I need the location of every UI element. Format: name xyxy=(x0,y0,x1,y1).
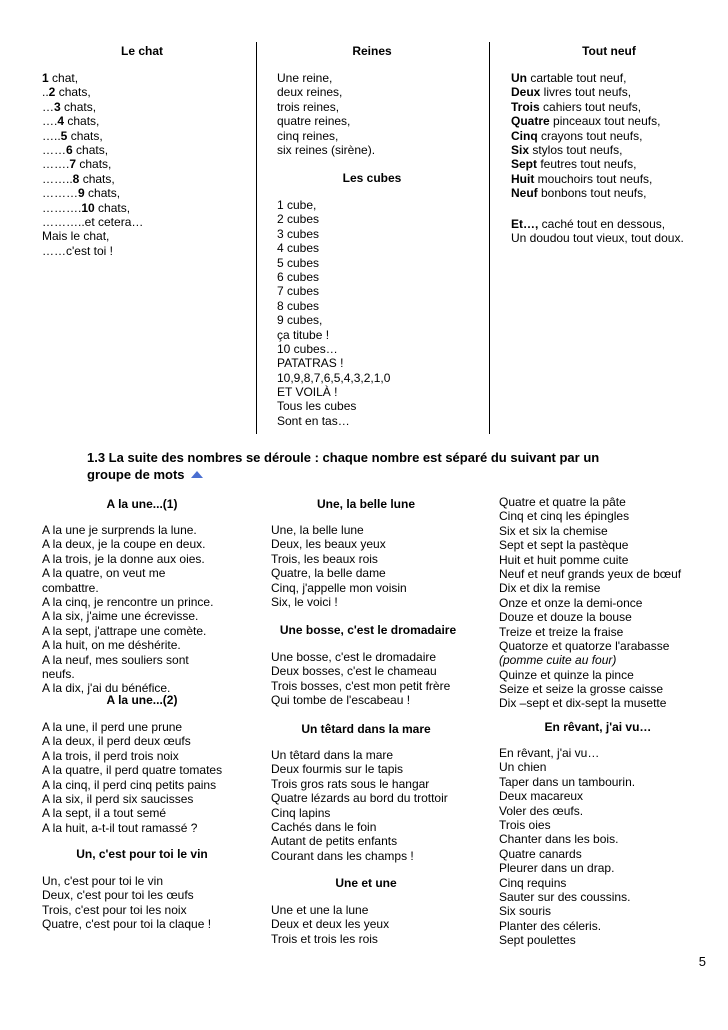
text-line: Quinze et quinze la pince xyxy=(499,667,634,682)
text-part: ………..et cetera… xyxy=(42,214,144,229)
text-line: Trois gros rats sous le hangar xyxy=(271,776,430,791)
text-part: ….. xyxy=(42,128,61,143)
text-line xyxy=(42,157,143,171)
text-line: Autant de petits enfants xyxy=(271,834,398,849)
text-part: mouchoirs tout neufs, xyxy=(534,171,653,186)
text-line: Six et six la chemise xyxy=(499,523,608,538)
text-line: combattre. xyxy=(42,580,99,595)
text-line: Deux bosses, c'est le chameau xyxy=(271,664,437,679)
text-line: Un chien xyxy=(499,760,547,775)
text-line: A la huit, a-t-il tout ramassé ? xyxy=(42,820,198,835)
text-line xyxy=(511,100,660,114)
text-line: Chanter dans les bois. xyxy=(499,832,619,847)
text-line: trois reines, xyxy=(277,99,340,114)
text-line xyxy=(42,143,143,157)
text-line: A la neuf, mes souliers sont xyxy=(42,652,189,667)
bold-number: 6 xyxy=(66,142,73,157)
text-line: Quatre lézards au bord du trottoir xyxy=(271,791,448,806)
text-part: …….. xyxy=(42,171,73,186)
text-part: cartable tout neuf, xyxy=(527,71,627,85)
text-part: chats, xyxy=(67,128,103,143)
text-part: chat, xyxy=(48,71,79,85)
poem-title-un-tetard: Un têtard dans la mare xyxy=(301,722,431,736)
poem-title-reines: Reines xyxy=(352,44,392,58)
text-line: Tous les cubes xyxy=(277,399,357,414)
text-line: 3 cubes xyxy=(277,226,320,241)
text-line xyxy=(42,129,143,143)
poem-title-les-cubes: Les cubes xyxy=(342,171,402,185)
text-line: Taper dans un tambourin. xyxy=(499,774,636,789)
text-line: 2 cubes xyxy=(277,212,320,227)
text-line: A la cinq, je rencontre un prince. xyxy=(42,594,214,609)
text-line: Quatorze et quatorze l'arabasse xyxy=(499,638,670,653)
bold-number: Et…, xyxy=(511,217,539,231)
text-line: Cinq, j'appelle mon voisin xyxy=(271,580,407,595)
text-part: cahiers tout neufs, xyxy=(539,99,642,114)
text-line: A la six, j'aime une écrevisse. xyxy=(42,609,199,624)
text-part: ………. xyxy=(42,200,82,215)
poem-title-tout-neuf: Tout neuf xyxy=(582,44,636,58)
text-line xyxy=(511,71,660,85)
section-heading-line2: groupe de mots xyxy=(87,467,185,482)
text-line: 5 cubes xyxy=(277,255,320,270)
text-line: A la quatre, on veut me xyxy=(42,566,166,581)
text-line: Une et une la lune xyxy=(271,903,369,917)
text-line: A la trois, il perd trois noix xyxy=(42,748,179,763)
bold-number: 4 xyxy=(57,114,65,129)
text-line: quatre reines, xyxy=(277,114,351,129)
text-part: caché tout en dessous, xyxy=(538,217,666,231)
text-line xyxy=(511,85,660,99)
text-line: 4 cubes xyxy=(277,241,320,256)
text-part: chats, xyxy=(79,171,115,186)
text-line xyxy=(42,71,143,85)
text-line: Une reine, xyxy=(277,71,333,85)
text-part: chats, xyxy=(84,186,121,201)
text-part: bonbons tout neufs, xyxy=(537,186,647,201)
text-part: pinceaux tout neufs, xyxy=(549,114,661,129)
poem-title-a-la-une-1: A la une...(1) xyxy=(106,497,178,511)
text-line: Trois bosses, c'est mon petit frère xyxy=(271,678,451,693)
text-line-italic: (pomme cuite au four) xyxy=(499,653,617,668)
text-line: A la une, il perd une prune xyxy=(42,720,183,734)
text-line: A la sept, il a tout semé xyxy=(42,806,167,821)
poem-reines xyxy=(277,71,375,157)
text-line: A la huit, on me déshérite. xyxy=(42,638,181,653)
bold-number: Deux xyxy=(511,85,541,100)
text-line xyxy=(42,114,143,128)
bold-number: Six xyxy=(511,142,530,157)
text-line: A la deux, il perd deux œufs xyxy=(42,734,191,749)
text-line: Deux, c'est pour toi les œufs xyxy=(42,888,194,903)
text-line xyxy=(511,217,684,231)
text-part: chats, xyxy=(76,157,112,172)
bold-number: 2 xyxy=(48,85,56,100)
text-line: deux reines, xyxy=(277,85,343,100)
poem-un-cest-pour-toi xyxy=(42,874,211,932)
text-part: stylos tout neufs, xyxy=(529,142,623,157)
text-line xyxy=(511,129,660,143)
text-line: 9 cubes, xyxy=(277,313,323,328)
text-line: A la quatre, il perd quatre tomates xyxy=(42,763,223,778)
text-part: Un doudou tout vieux, tout doux. xyxy=(511,231,684,246)
text-line: Quatre canards xyxy=(499,846,582,861)
text-line: Cinq et cinq les épingles xyxy=(499,509,630,524)
text-line: Dix –sept et dix-sept la musette xyxy=(499,696,667,711)
text-part: …… xyxy=(42,142,66,157)
text-line: A la trois, je la donne aux oies. xyxy=(42,551,205,566)
text-part: chats, xyxy=(55,85,91,100)
text-line: A la cinq, il perd cinq petits pains xyxy=(42,777,217,792)
bold-number: 9 xyxy=(78,186,85,201)
poem-a-la-une-2 xyxy=(42,720,222,835)
bold-number: Sept xyxy=(511,157,538,172)
poem-title-en-revant: En rêvant, j'ai vu… xyxy=(544,720,652,734)
poem-title-a-la-une-2: A la une...(2) xyxy=(106,693,178,707)
text-line: Sept et sept la pastèque xyxy=(499,538,629,553)
text-line: Planter des céleris. xyxy=(499,918,602,933)
text-line: A la dix, j'ai du bénéfice. xyxy=(42,681,171,696)
text-line: A la deux, je la coupe en deux. xyxy=(42,537,206,552)
text-line: 8 cubes xyxy=(277,298,320,313)
poem-le-chat xyxy=(42,71,143,258)
text-line: Cachés dans le foin xyxy=(271,819,377,834)
text-part: chats, xyxy=(60,99,97,114)
poem-une-et-une xyxy=(271,903,389,946)
bold-number: 3 xyxy=(54,99,61,114)
text-part: ……c'est toi ! xyxy=(42,243,113,258)
text-line: cinq reines, xyxy=(277,128,339,143)
bold-number: 5 xyxy=(60,128,68,143)
text-line: En rêvant, j'ai vu… xyxy=(499,746,600,760)
text-line: 6 cubes xyxy=(277,269,320,284)
poem-title-une-et-une: Une et une xyxy=(335,876,397,890)
poem-quatre-et-quatre xyxy=(499,495,681,711)
text-line: Treize et treize la fraise xyxy=(499,624,624,639)
text-part: .. xyxy=(42,85,49,100)
text-line xyxy=(42,244,143,258)
text-line: Cinq lapins xyxy=(271,805,331,820)
text-part: ……. xyxy=(42,157,70,172)
poem-en-revant xyxy=(499,746,635,947)
text-line: Deux macareux xyxy=(499,789,584,804)
text-line: Quatre et quatre la pâte xyxy=(499,495,626,509)
text-line xyxy=(42,215,143,229)
bold-number: 1 xyxy=(42,71,49,85)
bold-number: Un xyxy=(511,71,527,85)
text-part: feutres tout neufs, xyxy=(537,157,637,172)
poem-tout-neuf xyxy=(511,71,660,201)
poem-title-une-bosse: Une bosse, c'est le dromadaire xyxy=(279,623,457,637)
text-line: six reines (sirène). xyxy=(277,142,376,157)
text-part: chats, xyxy=(94,200,131,215)
text-line: Six souris xyxy=(499,904,552,919)
text-line: Quatre, c'est pour toi la claque ! xyxy=(42,917,212,932)
text-line: Six, le voici ! xyxy=(271,594,338,609)
text-line: PATATRAS ! xyxy=(277,356,344,371)
text-part: crayons tout neufs, xyxy=(537,128,643,143)
bold-number: Cinq xyxy=(511,128,538,143)
text-line xyxy=(42,85,143,99)
text-line xyxy=(511,172,660,186)
text-line: Sont en tas… xyxy=(277,413,350,428)
text-line: Une bosse, c'est le dromadaire xyxy=(271,650,437,664)
text-line: Qui tombe de l'escabeau ! xyxy=(271,693,411,708)
text-line xyxy=(511,114,660,128)
section-heading xyxy=(87,449,687,483)
text-line: A la sept, j'attrape une comète. xyxy=(42,623,207,638)
text-line: Quatre, la belle dame xyxy=(271,566,386,581)
text-line: Trois et trois les rois xyxy=(271,931,378,946)
bold-number: 8 xyxy=(72,171,80,186)
poem-title-un-cest-pour-toi: Un, c'est pour toi le vin xyxy=(76,847,208,861)
text-line xyxy=(42,100,143,114)
text-line: Un têtard dans la mare xyxy=(271,748,394,762)
text-line: Seize et seize la grosse caisse xyxy=(499,682,664,697)
poem-a-la-une-1 xyxy=(42,523,213,696)
text-line xyxy=(511,186,660,200)
text-line: 10,9,8,7,6,5,4,3,2,1,0 xyxy=(277,370,391,385)
poem-une-bosse xyxy=(271,650,450,708)
text-line: Douze et douze la bouse xyxy=(499,610,632,625)
text-part: Mais le chat, xyxy=(42,229,110,244)
poem-title-une-la-belle-lune: Une, la belle lune xyxy=(316,497,416,511)
text-line xyxy=(511,157,660,171)
text-part: ……… xyxy=(42,186,78,201)
text-line: Deux fourmis sur le tapis xyxy=(271,762,404,777)
text-line xyxy=(42,201,143,215)
text-line: Pleurer dans un drap. xyxy=(499,861,615,876)
poem-tout-neuf-ending xyxy=(511,217,684,246)
bold-number: 10 xyxy=(81,200,95,215)
poem-title-le-chat: Le chat xyxy=(120,44,163,58)
text-line: ET VOILÀ ! xyxy=(277,385,338,400)
text-line xyxy=(42,172,143,186)
text-line: Deux, les beaux yeux xyxy=(271,537,386,552)
text-line: A la six, il perd six saucisses xyxy=(42,791,194,806)
text-line: Trois, c'est pour toi les noix xyxy=(42,902,187,917)
column-divider xyxy=(256,42,257,434)
text-line: Dix et dix la remise xyxy=(499,581,601,596)
text-line: 7 cubes xyxy=(277,284,320,299)
bold-number: Huit xyxy=(511,171,535,186)
text-line xyxy=(511,143,660,157)
text-part: …. xyxy=(42,114,58,129)
text-line: Neuf et neuf grands yeux de bœuf xyxy=(499,566,682,581)
bold-number: Neuf xyxy=(511,186,538,201)
text-line: A la une je surprends la lune. xyxy=(42,523,197,537)
bold-number: Quatre xyxy=(511,114,550,129)
poem-une-la-belle-lune xyxy=(271,523,407,609)
text-line: Voler des œufs. xyxy=(499,803,584,818)
text-part: livres tout neufs, xyxy=(540,85,632,100)
text-line: ça titube ! xyxy=(277,327,330,342)
text-line xyxy=(42,229,143,243)
text-line: Huit et huit pomme cuite xyxy=(499,552,629,567)
arrow-up-icon[interactable] xyxy=(191,471,203,478)
text-line xyxy=(511,231,684,245)
column-divider xyxy=(489,42,490,434)
page-number: 5 xyxy=(698,954,706,969)
poem-les-cubes xyxy=(277,198,390,428)
text-part: chats, xyxy=(72,142,109,157)
text-line: Cinq requins xyxy=(499,875,567,890)
text-line: Trois, les beaux rois xyxy=(271,551,378,566)
text-line: Sept poulettes xyxy=(499,933,576,948)
text-part: chats, xyxy=(64,114,100,129)
poem-un-tetard xyxy=(271,748,448,863)
text-line: Trois oies xyxy=(499,817,551,832)
text-line xyxy=(42,186,143,200)
bold-number: Trois xyxy=(511,99,540,114)
text-line: Courant dans les champs ! xyxy=(271,848,414,863)
text-line: 1 cube, xyxy=(277,198,317,212)
text-part: … xyxy=(42,99,54,114)
text-line: Une, la belle lune xyxy=(271,523,364,537)
text-line: Onze et onze la demi-once xyxy=(499,595,643,610)
bold-number: 7 xyxy=(69,157,77,172)
text-line: Deux et deux les yeux xyxy=(271,917,390,932)
text-line: neufs. xyxy=(42,666,75,681)
section-heading-line1: 1.3 La suite des nombres se déroule : chaque nombre est séparé du suivant par un xyxy=(87,450,600,465)
text-line: 10 cubes… xyxy=(277,341,338,356)
text-line: Un, c'est pour toi le vin xyxy=(42,874,164,888)
text-line: Sauter sur des coussins. xyxy=(499,889,631,904)
